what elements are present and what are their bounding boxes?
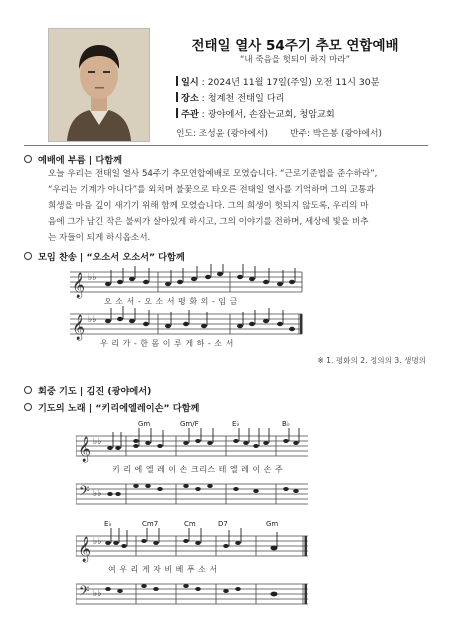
- circle-bullet-icon: [24, 403, 32, 411]
- info-date: 일시 : 2024년 11월 17일(주일) 오전 11시 30분: [176, 74, 380, 88]
- music-staff-gathering-1: [70, 264, 310, 300]
- svg-text:♭♭: ♭♭: [93, 489, 102, 499]
- section-prayer-heading: [24, 383, 151, 397]
- info-place-label: 장소: [181, 93, 199, 104]
- svg-text:♭♭: ♭♭: [88, 315, 97, 325]
- leader-guide: 인도: 조성윤 (광야에서): [176, 129, 268, 139]
- svg-text:𝄞: 𝄞: [72, 273, 86, 298]
- page-title: 전태일 열사 54주기 추모 연합예배: [191, 38, 399, 54]
- call-line: 오늘 우리는 전태일 열사 54주기 추모연합예배로 모였습니다. “근로기준법을 준수하라”,: [48, 169, 378, 179]
- info-place-value: 청계천 전태일 다리: [207, 93, 285, 104]
- section-call-heading: [24, 152, 122, 166]
- section-call-heading-text: 예배에 부름 | 다함께: [38, 155, 122, 166]
- chord-label: E♭: [104, 520, 112, 528]
- info-place: 장소 : 청계천 전태일 다리: [176, 90, 285, 104]
- music-staff-gathering-2: [70, 306, 310, 342]
- info-date-value: 2024년 11월 17일(주일) 오전 11시 30분: [207, 77, 380, 88]
- section-prayer-song-heading: [24, 400, 199, 414]
- portrait-photo: [48, 28, 150, 142]
- svg-text:♭♭: ♭♭: [93, 589, 102, 599]
- svg-text:♭♭: ♭♭: [93, 437, 102, 447]
- music-staff-kyrie-treble-2: [76, 528, 312, 564]
- gathering-lyrics-1: 오 소 서 - 오 소 서 평 화 의 - 임 금: [104, 297, 238, 306]
- chord-label: Cm7: [142, 520, 159, 528]
- info-host-label: 주관: [181, 109, 199, 120]
- music-staff-kyrie-bass-1: [76, 476, 312, 512]
- call-line: 음에 그가 남긴 작은 불씨가 살아있게 하시고, 그의 이야기를 전하며, 세상에 빛을 비추: [48, 217, 369, 227]
- svg-text:𝄞: 𝄞: [78, 537, 92, 562]
- call-line: 희생을 마음 깊이 새기기 위해 함께 모였습니다. 그의 희생이 헛되지 않도록, 우리의 마: [48, 201, 369, 211]
- call-line: “우리는 기계가 아니다”를 외치며 불꽃으로 타오른 전태일 열사를 기억하며 그의 고통과: [48, 185, 375, 195]
- svg-text:𝄢: 𝄢: [79, 583, 90, 602]
- page-subtitle: “내 죽음을 헛되이 하지 마라”: [240, 55, 350, 65]
- call-line: 는 자들이 되게 하시옵소서.: [48, 233, 151, 243]
- svg-text:♭♭: ♭♭: [93, 537, 102, 547]
- chord-label: Gm/F: [180, 420, 199, 428]
- gathering-lyrics-2: 우 리 가 - 한 몸 이 루 게 하 - 소 서: [100, 339, 234, 348]
- kyrie-lyrics-1: 키 리 에 엘 레 이 손 크리스 테 엘 레 이 손 주: [112, 465, 284, 474]
- svg-text:𝄞: 𝄞: [78, 437, 92, 462]
- chord-label: D7: [218, 520, 228, 528]
- info-date-label: 일시: [181, 77, 199, 88]
- svg-text:𝄢: 𝄢: [79, 483, 90, 502]
- section-call-body: [48, 166, 426, 246]
- leader-accompany: 반주: 박은봉 (광야에서): [290, 129, 382, 139]
- section-gathering-heading-text: 모임 찬송 | “오소서 오소서” 다함께: [38, 252, 185, 263]
- chord-label: Gm: [266, 520, 279, 528]
- info-host-value: 광야에서, 손잡는교회, 청암교회: [207, 109, 335, 120]
- svg-text:♭♭: ♭♭: [88, 273, 97, 283]
- svg-text:𝄞: 𝄞: [72, 315, 86, 340]
- chord-label: E♭: [232, 420, 240, 428]
- circle-bullet-icon: [24, 252, 32, 260]
- section-gathering-heading: [24, 249, 185, 263]
- section-prayer-heading-text: 회중 기도 | 김진 (광야에서): [38, 386, 152, 397]
- chord-label: B♭: [282, 420, 291, 428]
- gathering-footnote: ※ 1. 평화의 2. 정의의 3. 생명의: [317, 356, 426, 365]
- circle-bullet-icon: [24, 155, 32, 163]
- circle-bullet-icon: [24, 386, 32, 394]
- chord-label: Cm: [184, 520, 196, 528]
- info-host: 주관 : 광야에서, 손잡는교회, 청암교회: [176, 106, 335, 120]
- chord-label: Gm: [138, 420, 151, 428]
- divider: [24, 145, 428, 146]
- music-staff-kyrie-treble-1: [76, 428, 312, 464]
- section-prayer-song-heading-text: 기도의 노래 | “키리에엘레이손” 다함께: [38, 403, 200, 414]
- kyrie-lyrics-2: 여 우 리 게 자 비 베 푸 소 서: [108, 565, 218, 574]
- music-staff-kyrie-bass-2: [76, 576, 312, 612]
